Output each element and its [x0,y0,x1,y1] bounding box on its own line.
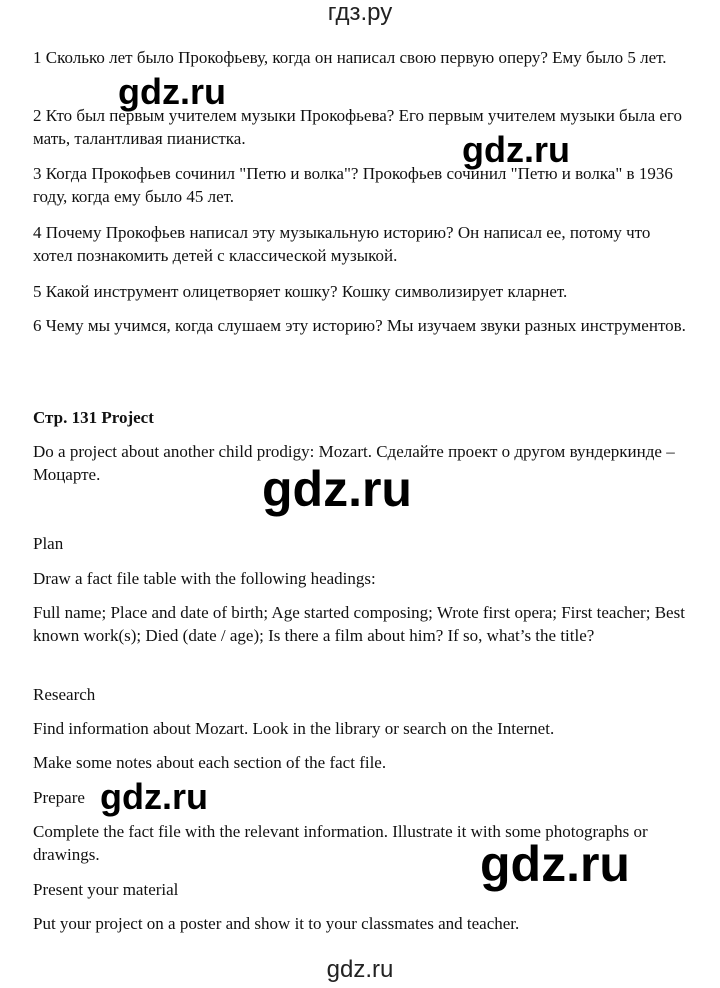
site-footer: gdz.ru [326,956,394,983]
site-header: гдз.ру [327,0,393,26]
present-label: Present your material [33,880,179,899]
research-text-2: Make some notes about each section of the fact file. [33,753,387,772]
watermark: gdz.ru [100,776,208,817]
plan-text: Draw a fact file table with the following headings: [33,569,376,588]
fact-file-headings: Full name; Place and date of birth; Age started composing; Wrote first opera; First teacher; Best known work(s); Died (date / age); Is there a film about him? If so, what’s the title? [33,603,685,645]
answer-2: 2 Кто был первым учителем музыки Прокофьева? Его первым учителем музыки была его мать, талантливая пианистка. [33,106,682,148]
answer-6: 6 Чему мы учимся, когда слушаем эту историю? Мы изучаем звуки разных инструментов. [33,316,686,335]
watermark: gdz.ru [118,71,226,112]
answer-1: 1 Сколько лет было Прокофьеву, когда он написал свою первую оперу? Ему было 5 лет. [33,48,667,67]
watermark: gdz.ru [262,461,412,517]
project-task: Do a project about another child prodigy: Mozart. Сделайте проект о другом вундеркинде – Моцарте. [33,442,675,484]
prepare-text: Complete the fact file with the relevant information. Illustrate it with some photographs or drawings. [33,822,648,864]
answer-4: 4 Почему Прокофьев написал эту музыкальную историю? Он написал ее, потому что хотел познакомить детей с классической музыкой. [33,223,651,265]
research-label: Research [33,685,96,704]
answer-3: 3 Когда Прокофьев сочинил "Петю и волка"? Прокофьев сочинил "Петю и волка" в 1936 году, когда ему было 45 лет. [33,164,673,206]
research-text-1: Find information about Mozart. Look in the library or search on the Internet. [33,719,555,738]
watermark: gdz.ru [462,129,570,170]
project-heading: Стр. 131 Project [33,408,154,427]
answer-5: 5 Какой инструмент олицетворяет кошку? Кошку символизирует кларнет. [33,282,568,301]
prepare-label: Prepare [33,788,85,807]
plan-label: Plan [33,534,64,553]
watermark: gdz.ru [480,836,630,892]
present-text: Put your project on a poster and show it to your classmates and teacher. [33,914,520,933]
